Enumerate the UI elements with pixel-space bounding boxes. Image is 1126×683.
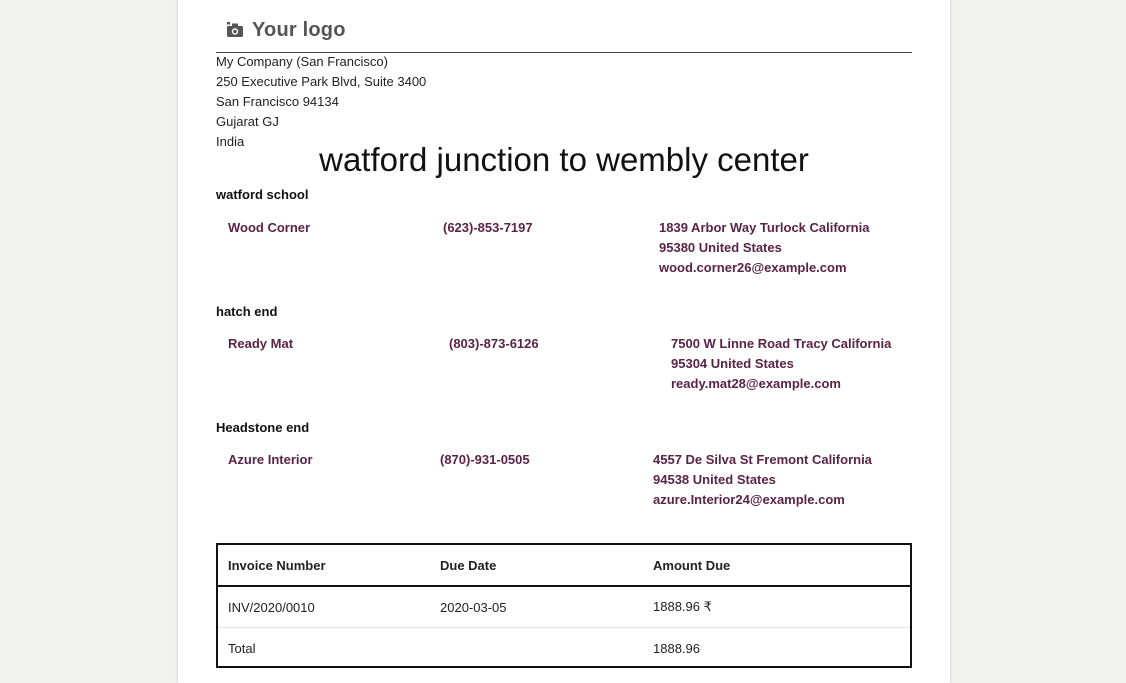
contact-email: azure.Interior24@example.com xyxy=(653,492,845,507)
invoice-table xyxy=(216,543,912,668)
company-street: 250 Executive Park Blvd, Suite 3400 xyxy=(216,74,427,89)
table-header-row xyxy=(218,545,910,587)
table-row xyxy=(218,587,910,628)
invoice-number-cell: INV/2020/0010 xyxy=(228,599,315,615)
company-city: San Francisco 94134 xyxy=(216,94,339,109)
address-line: 1839 Arbor Way Turlock California xyxy=(659,220,870,235)
logo-text: Your logo xyxy=(252,18,346,41)
table-total-row xyxy=(218,628,910,668)
company-address xyxy=(216,52,426,152)
amount-due-cell: 1888.96 ₹ xyxy=(653,599,712,614)
contact-email: ready.mat28@example.com xyxy=(671,376,841,391)
camera-icon xyxy=(226,21,244,39)
total-amount-cell: 1888.96 xyxy=(653,640,700,656)
address-line: 95380 United States xyxy=(659,240,782,255)
total-label-cell: Total xyxy=(228,640,256,656)
contact-name: Ready Mat xyxy=(228,336,294,351)
company-state: Gujarat GJ xyxy=(216,114,279,129)
stop-label: hatch end xyxy=(216,304,278,319)
contact-phone: (870)-931-0505 xyxy=(440,452,530,467)
contact-address xyxy=(659,218,869,278)
report-page xyxy=(178,0,950,683)
header-amount-due: Amount Due xyxy=(653,557,731,573)
contact-address xyxy=(671,334,891,394)
address-line: 4557 De Silva St Fremont California xyxy=(653,452,872,467)
document-title: watford junction to wembly center xyxy=(319,141,809,178)
address-line: 95304 United States xyxy=(671,356,794,371)
header-invoice-number: Invoice Number xyxy=(228,557,326,573)
header-due-date: Due Date xyxy=(440,557,497,573)
contact-email: wood.corner26@example.com xyxy=(659,260,847,275)
company-name: My Company (San Francisco) xyxy=(216,54,388,69)
address-line: 7500 W Linne Road Tracy California xyxy=(671,336,892,351)
stop-label: watford school xyxy=(216,187,309,202)
due-date-cell: 2020-03-05 xyxy=(440,599,507,615)
company-country: India xyxy=(216,134,245,149)
contact-phone: (623)-853-7197 xyxy=(443,220,533,235)
contact-address xyxy=(653,450,872,510)
contact-phone: (803)-873-6126 xyxy=(449,336,539,351)
company-logo xyxy=(226,16,346,44)
contact-name: Azure Interior xyxy=(228,452,313,467)
contact-name: Wood Corner xyxy=(228,220,311,235)
address-line: 94538 United States xyxy=(653,472,776,487)
stop-label: Headstone end xyxy=(216,420,310,435)
